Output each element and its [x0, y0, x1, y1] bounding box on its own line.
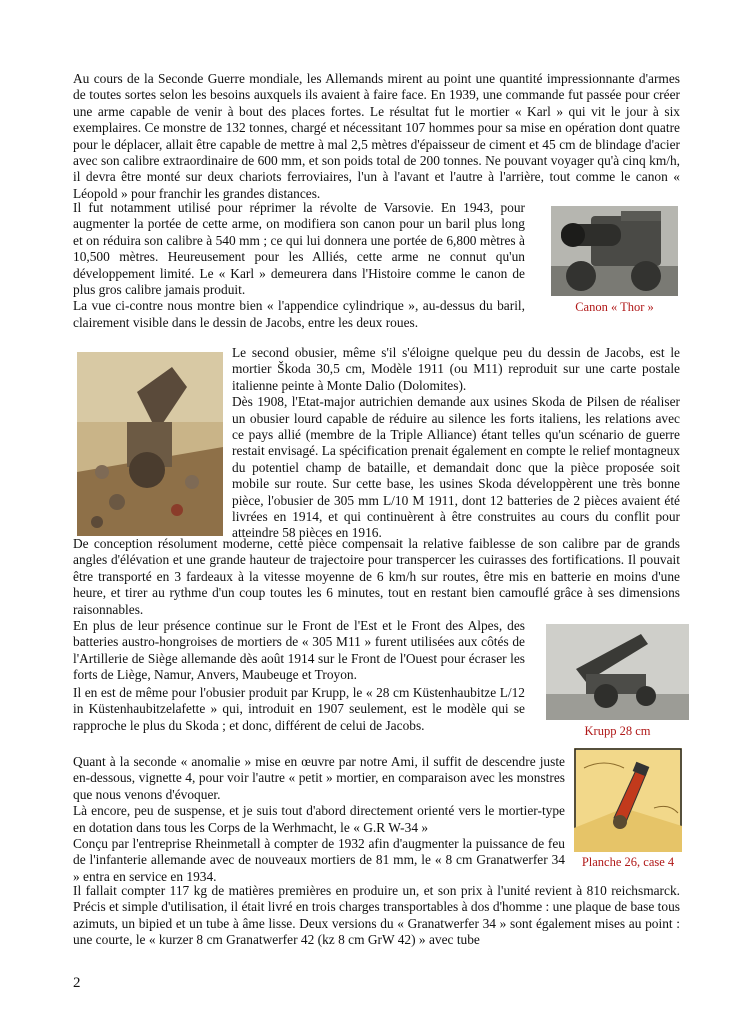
krupp-28cm-photo — [546, 624, 689, 720]
caption-canon-thor: Canon « Thor » — [575, 300, 654, 314]
planche-26-case-4-panel — [574, 748, 682, 852]
skoda-text-block — [232, 345, 680, 542]
canon-thor-photo — [551, 206, 678, 296]
paragraph-vue-ci-contre: La vue ci-contre nous montre bien « l'appendice cylindrique », au-dessus du baril, clairement visible dans le dessin de Jacobs, entre les deux roues. — [73, 298, 525, 330]
paragraph-varsovie: Il fut notamment utilisé pour réprimer la révolte de Varsovie. En 1943, pour augmenter la portée de cette arme, on modifiera son canon pour un baril plus long et on réduira son calibre à 540 mm ; ce qui lui donnera une portée de 6,800 mètres à 10,500 mètres. Heureusement pour les Alliés, cette arme ne connut qu'un développement limité. Le « Karl » demeurera dans l'Histoire comme le canon de plus gros calibre jamais produit. — [73, 200, 525, 298]
krupp-text-block — [73, 685, 525, 734]
page-number: 2 — [73, 975, 81, 991]
paragraph-fabrication: Il fallait compter 117 kg de matières premières en produire un, et son prix à l'unité revient à 810 reichsmarck. Précis et simple d'utilisation, il était livré en trois charges transportables à dos d'homme : une plaque de base tous azimuts, un bipied et un tube à âme lisse. Deux versions du « Granatwerfer 34 » sont également mises au point : une courte, le « kurzer 8 cm Granatwerfer 42 (kz 8 cm GrW 42) » avec tube — [73, 883, 680, 948]
paragraph-suspense: Là encore, peu de suspense, et je suis tout d'abord directement orienté vers le mortier-type en dotation dans tous les Corps de la Werhmacht, le « G.R W-34 » — [73, 803, 565, 835]
paragraph-front-est: En plus de leur présence continue sur le Front de l'Est et le Front des Alpes, des batteries austro-hongroises de mortiers de « 305 M11 » furent utilisées aux côtés de l'Artillerie de Siège allemande dès août 1914 sur le Front de l'Ouest pour écraser les forts de Liège, Namur, Anvers, Maubeuge et Troyon. — [73, 618, 525, 683]
fabrication-text-block — [73, 883, 680, 949]
paragraph-rheinmetall: Conçu par l'entreprise Rheinmetall à compter de 1932 afin d'augmenter la puissance de feu de l'infanterie allemande avec de nouveaux mortiers de 81 mm, le « 8 cm Granatwerfer 34 » entra en service en 1934. — [73, 836, 565, 884]
paragraph-karl-intro: Au cours de la Seconde Guerre mondiale, les Allemands mirent au point une quantité impressionnante d'armes de toutes sortes selon les besoins auxquels ils avaient à faire face. En 1939, une commande fut passée pour créer une arme capable de venir à bout des places fortes. Le résultat fut le mortier « Karl » qui vit le jour à six exemplaires. Ce monstre de 132 tonnes, chargé et nécessitant 107 hommes pour sa mise en opération dont quatre pour le déplacer, allait être capable de mettre à mal 2,5 mètres d'épaisseur de ciment et 45 cm de blindage d'acier avec son calibre extraordinaire de 600 mm, et son poids total de 200 tonnes. Ne pouvant voyager qu'à cinq km/h, il devra être monté sur deux chariots ferroviaires, l'un à l'avant et l'autre à l'arrière, tout comme le canon « Léopold » pour franchir les grandes distances. — [73, 71, 680, 201]
karl-text-block — [73, 200, 525, 331]
caption-krupp: Krupp 28 cm — [584, 724, 651, 738]
front-text-block — [73, 618, 525, 684]
anomalie-text-block — [73, 754, 565, 885]
paragraph-krupp: Il en est de même pour l'obusier produit par Krupp, le « 28 cm Küstenhaubitze L/12 in Küstenhaubitzelafette » qui, introduit en 1907 seulement, est le modèle qui se rapproche le plus du Skoda ; et donc, différent de celui de Jacobs. — [73, 685, 525, 733]
paragraph-anomalie: Quant à la seconde « anomalie » mise en œuvre par notre Ami, il suffit de descendre juste en-dessous, vignette 4, pour voir l'autre « petit » mortier, en comparaison avec les monstres que nous venons d'évoquer. — [73, 754, 565, 802]
paragraph-conception: De conception résolument moderne, cette pièce compensait la relative faiblesse de son calibre par de grands angles d'élévation et une grande hauteur de trajectoire pour transpercer les cuirasses des fortifications. Il pouvait être transporté en 3 fardeaux à la vitesse moyenne de 6 km/h sur routes, être mis en batterie en moins d'une heure, et tirer au rythme d'un coup toutes les 6 minutes, tout en restant bien camouflé grâce à ses dimensions raisonnables. — [73, 536, 680, 617]
skoda-postcard-painting — [77, 352, 223, 536]
intro-text-block — [73, 71, 680, 202]
conception-text-block — [73, 536, 680, 618]
paragraph-second-obusier: Le second obusier, même s'il s'éloigne quelque peu du dessin de Jacobs, est le mortier Škoda 30,5 cm, Modèle 1911 (ou M11) reproduit sur une carte postale italienne peinte à Monte Dalio (Dolomites). — [232, 345, 680, 393]
caption-planche-26: Planche 26, case 4 — [581, 855, 675, 869]
paragraph-des-1908: Dès 1908, l'Etat-major autrichien demande aux usines Skoda de Pilsen de réaliser un obusier lourd capable de réduire au silence les forts italiens, les relations avec ce pays allié (membre de la Triple Alliance) étant telles qu'un scénario de guerre restait envisagé. La spécification prenait également en compte le relief montagneux du potentiel champ de bataille, et demandait donc que la pièce proposée soit mobile sur route. Sur cette base, les usines Skoda développèrent une très bonne pièce, l'obusier de 305 mm L/10 M 1911, dont 12 batteries de 2 pièces avaient été livrées en 1914, et qui continuèrent à être construites au cours du conflit pour atteindre 58 pièces en 1916. — [232, 394, 680, 541]
